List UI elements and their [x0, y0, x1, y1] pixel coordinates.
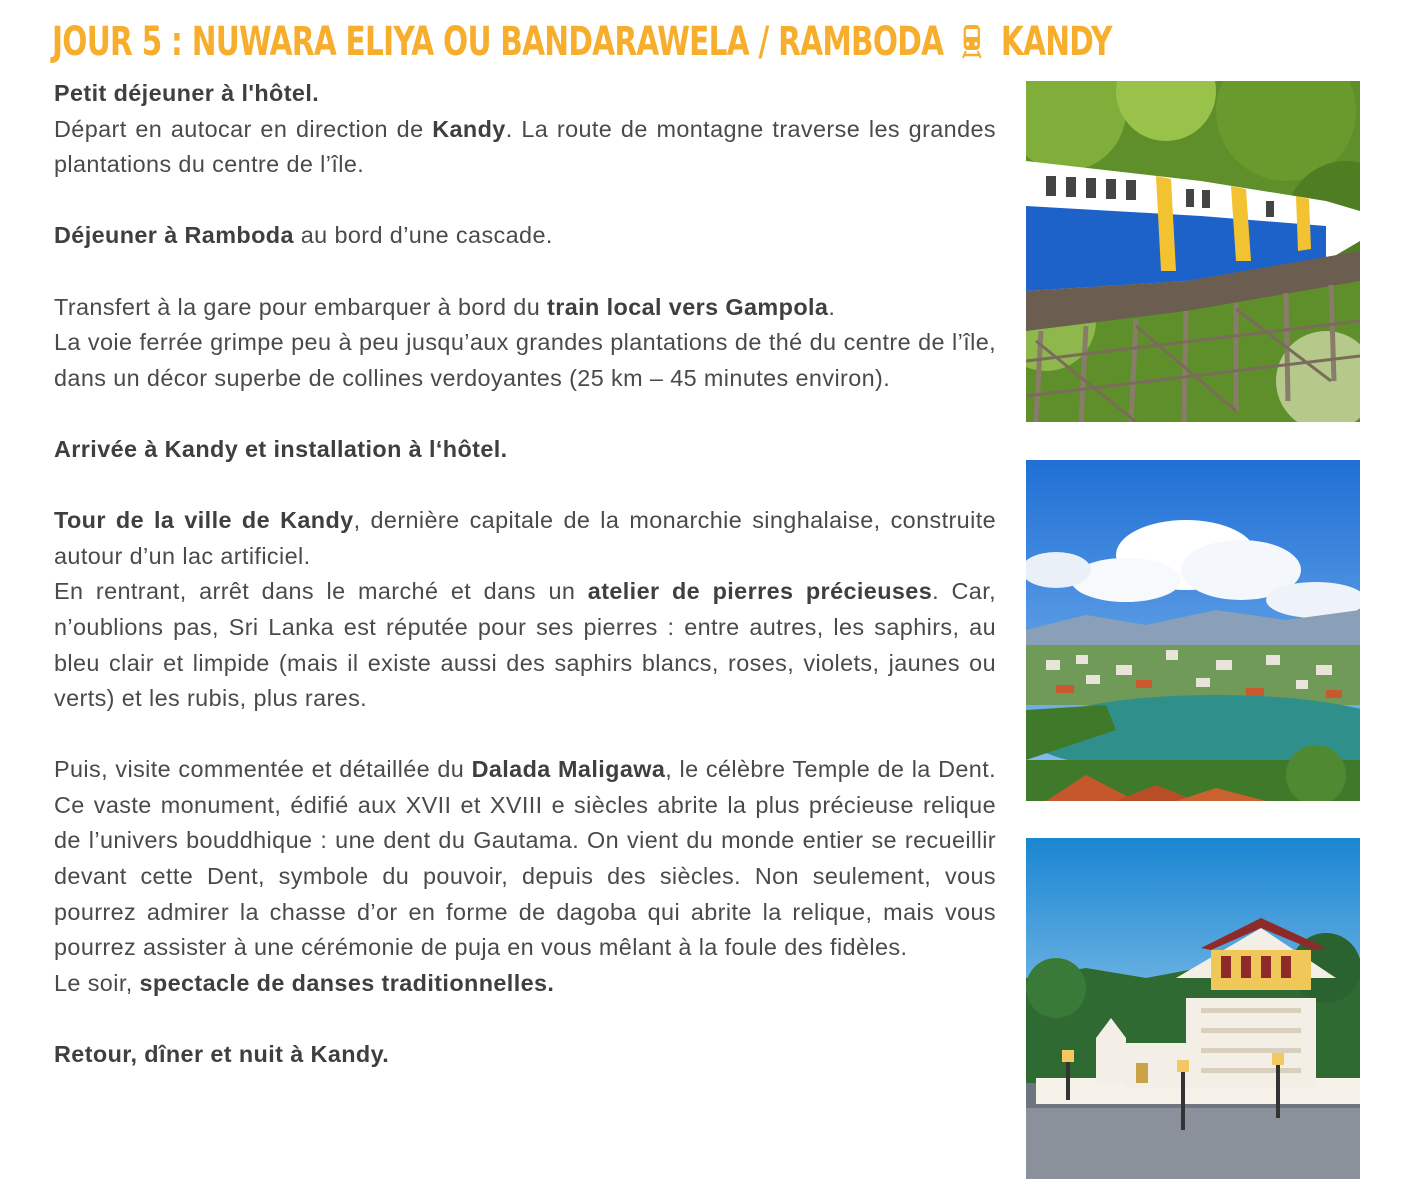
paragraph-arrival: Arrivée à Kandy et installation à l‘hôtel.	[54, 435, 508, 462]
itinerary-text	[54, 76, 996, 1073]
paragraph-departure: Départ en autocar en direction de Kandy. La route de montagne traverse les grandes plantations du centre de l’île.	[54, 115, 997, 178]
day-title-destination: KANDY	[1000, 19, 1112, 65]
paragraph-gems: En rentrant, arrêt dans le marché et dans un atelier de pierres précieuses. Car, n’oublions pas, Sri Lanka est réputée pour ses pierres : entre autres, les saphirs, au bleu clair et limpide (mais il existe aussi des saphirs blancs, roses, violets, jaunes ou verts) et les rubis, plus rares.	[54, 578, 996, 712]
paragraph-transfer: Transfert à la gare pour embarquer à bord du train local vers Gampola.	[54, 293, 836, 320]
temple-of-tooth-photo	[1026, 838, 1360, 1179]
train-bridge-photo	[1026, 81, 1360, 422]
paragraph-lunch: Déjeuner à Ramboda au bord d’une cascade.	[54, 222, 553, 249]
day-title-text: JOUR 5 : NUWARA ELIYA OU BANDARAWELA / RAMBODA	[52, 19, 944, 65]
paragraph-return: Retour, dîner et nuit à Kandy.	[54, 1041, 390, 1068]
paragraph-breakfast: Petit déjeuner à l'hôtel.	[54, 80, 320, 106]
paragraph-city-tour: Tour de la ville de Kandy, dernière capitale de la monarchie singhalaise, construite autour d’un lac artificiel.	[54, 507, 996, 569]
kandy-lake-photo	[1026, 460, 1360, 801]
day-title	[52, 14, 1112, 70]
paragraph-evening: Le soir, spectacle de danses traditionnelles.	[54, 969, 555, 996]
paragraph-railway: La voie ferrée grimpe peu à peu jusqu’aux grandes plantations de thé du centre de l’île, dans un décor superbe de collines verdoyantes (25 km – 45 minutes environ).	[54, 329, 996, 391]
paragraph-temple: Puis, visite commentée et détaillée du Dalada Maligawa, le célèbre Temple de la Dent. Ce vaste monument, édifié aux XVII et XVIII e siècles abrite la plus précieuse relique de l’univers bouddhique : une dent du Gautama. On vient du monde entier se recueillir devant cette Dent, symbole du pouvoir, depuis des siècles. Non seulement, vous pourrez admirer la chasse d’or en forme de dagoba qui abrite la relique, mais vous pourrez assister à une cérémonie de puja en vous mêlant à la foule des fidèles.	[54, 756, 996, 961]
train-icon	[957, 21, 987, 61]
